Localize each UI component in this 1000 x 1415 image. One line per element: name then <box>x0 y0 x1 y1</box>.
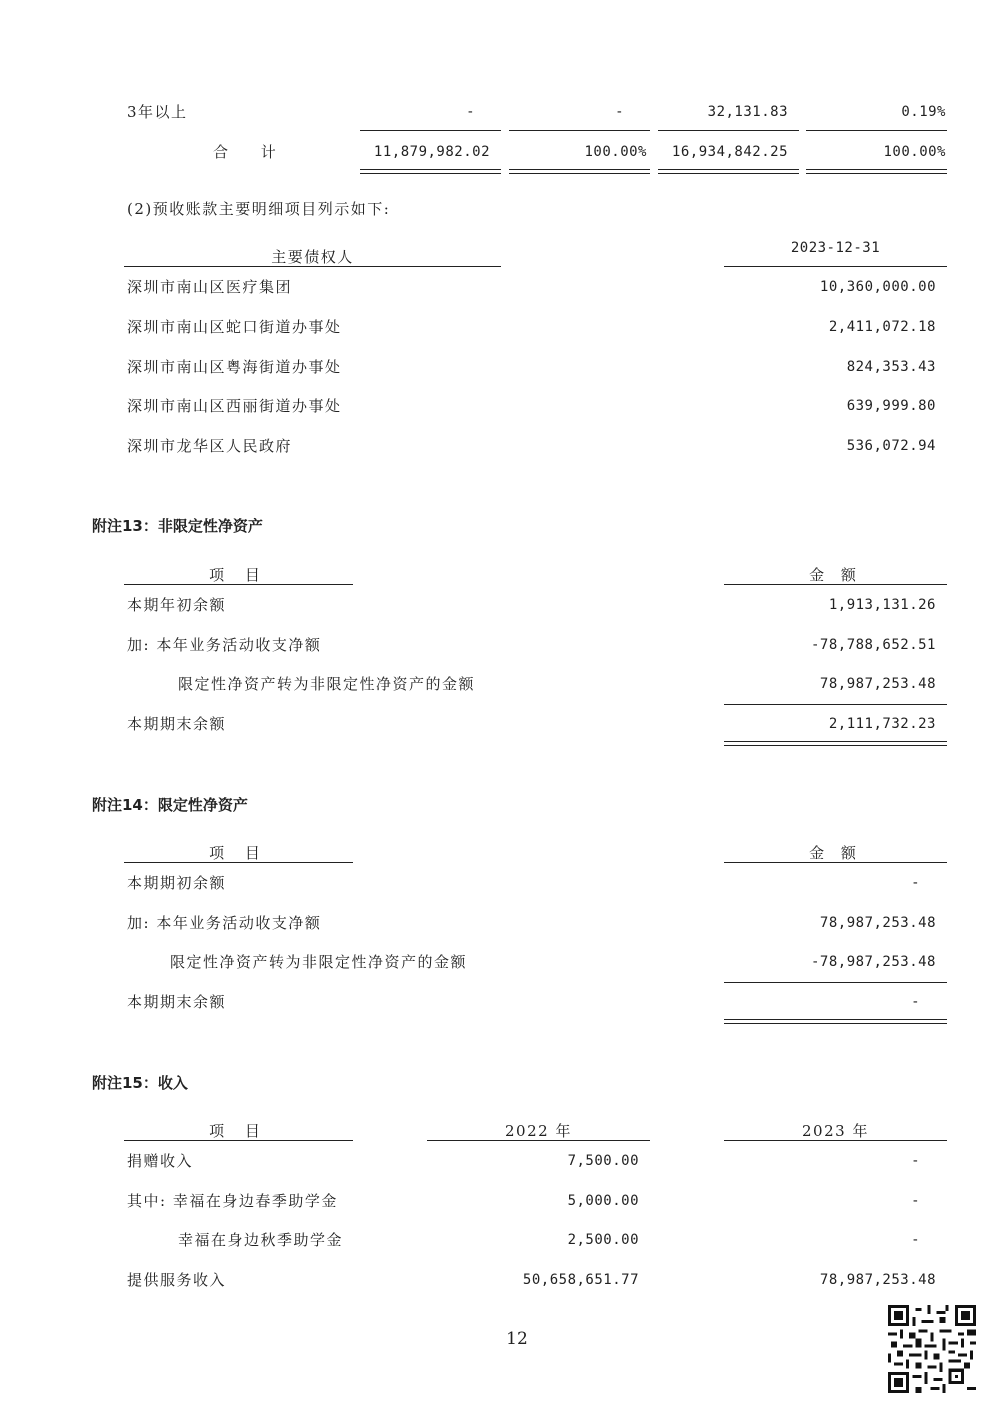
note13-row-amount: 1,913,131.26 <box>828 597 936 613</box>
rule <box>724 982 947 983</box>
aging-total-label: 合 计 <box>213 143 290 161</box>
rule <box>124 266 501 267</box>
date-header: 2023-12-31 <box>790 240 881 256</box>
note14-row-label: 本期期末余额 <box>127 993 227 1011</box>
note14-amount-header: 金 额 <box>809 844 862 862</box>
page-number: 12 <box>506 1329 528 1349</box>
double-rule <box>724 741 947 746</box>
note15-row-2022: 5,000.00 <box>567 1193 639 1209</box>
rule <box>806 130 947 131</box>
note15-row-label: 捐赠收入 <box>127 1152 194 1170</box>
creditor-row-name: 深圳市南山区医疗集团 <box>127 278 293 296</box>
note13-row-amount: 2,111,732.23 <box>828 716 936 732</box>
creditor-row-amount: 2,411,072.18 <box>828 319 936 335</box>
note14-row-label: 本期期初余额 <box>127 874 227 892</box>
note15-2023-header: 2023 年 <box>802 1122 869 1140</box>
rule <box>724 584 947 585</box>
note13-row-amount: 78,987,253.48 <box>819 676 936 692</box>
creditor-row-name: 深圳市龙华区人民政府 <box>127 437 293 455</box>
aging-last-row-c3: 32,131.83 <box>707 104 788 120</box>
double-rule <box>509 169 650 174</box>
note13-row-label: 加: 本年业务活动收支净额 <box>127 636 322 654</box>
note15-row-2022: 7,500.00 <box>567 1153 639 1169</box>
note14-row-amount: 78,987,253.48 <box>819 915 936 931</box>
creditor-row-amount: 536,072.94 <box>846 438 936 454</box>
note14-row-label: 限定性净资产转为非限定性净资产的金额 <box>170 953 468 971</box>
note15-row-2023: 78,987,253.48 <box>819 1272 936 1288</box>
note13-row-label: 本期期末余额 <box>127 715 227 733</box>
note14-row-amount: - <box>911 994 920 1010</box>
rule <box>427 1140 650 1141</box>
qr-code-icon <box>888 1305 976 1393</box>
note15-row-2023: - <box>911 1232 920 1248</box>
note15-row-2022: 2,500.00 <box>567 1232 639 1248</box>
creditor-row-amount: 10,360,000.00 <box>819 279 936 295</box>
note15-row-2022: 50,658,651.77 <box>522 1272 639 1288</box>
note15-title: 附注15：收入 <box>92 1074 188 1092</box>
creditor-row-name: 深圳市南山区蛇口街道办事处 <box>127 318 342 336</box>
note13-title: 附注13：非限定性净资产 <box>92 517 263 535</box>
note15-row-2023: - <box>911 1153 920 1169</box>
double-rule <box>806 169 947 174</box>
note15-item-header: 项 目 <box>209 1122 268 1140</box>
aging-last-row-c1: - <box>466 104 475 120</box>
note14-item-header: 项 目 <box>209 844 268 862</box>
aging-total-c2: 100.00% <box>584 144 647 160</box>
note14-row-label: 加: 本年业务活动收支净额 <box>127 914 322 932</box>
double-rule <box>658 169 799 174</box>
aging-total-c3: 16,934,842.25 <box>671 144 788 160</box>
note13-row-label: 本期年初余额 <box>127 596 227 614</box>
creditor-row-name: 深圳市南山区粤海街道办事处 <box>127 358 342 376</box>
creditor-row-amount: 639,999.80 <box>846 398 936 414</box>
aging-last-row-c2: - <box>615 104 624 120</box>
rule <box>124 862 353 863</box>
aging-last-row-c4: 0.19% <box>901 104 946 120</box>
note13-row-amount: -78,788,652.51 <box>810 637 936 653</box>
creditor-row-name: 深圳市南山区西丽街道办事处 <box>127 397 342 415</box>
double-rule <box>724 1019 947 1024</box>
advance-receipts-intro: (2)预收账款主要明细项目列示如下: <box>127 200 391 218</box>
double-rule <box>360 169 501 174</box>
note14-row-amount: -78,987,253.48 <box>810 954 936 970</box>
note15-row-2023: - <box>911 1193 920 1209</box>
aging-total-c4: 100.00% <box>883 144 946 160</box>
rule <box>724 704 947 705</box>
note15-2022-header: 2022 年 <box>505 1122 572 1140</box>
creditor-header: 主要债权人 <box>271 248 354 266</box>
creditor-row-amount: 824,353.43 <box>846 359 936 375</box>
rule <box>658 130 799 131</box>
rule <box>124 584 353 585</box>
note13-amount-header: 金 额 <box>809 566 862 584</box>
note14-row-amount: - <box>911 875 920 891</box>
rule <box>360 130 501 131</box>
aging-total-c1: 11,879,982.02 <box>373 144 490 160</box>
rule <box>724 266 947 267</box>
note14-title: 附注14：限定性净资产 <box>92 796 248 814</box>
rule <box>124 1140 353 1141</box>
note15-row-label: 其中: 幸福在身边春季助学金 <box>127 1192 338 1210</box>
rule <box>724 1140 947 1141</box>
note15-row-label: 幸福在身边秋季助学金 <box>178 1231 344 1249</box>
rule <box>724 862 947 863</box>
rule <box>509 130 650 131</box>
note13-item-header: 项 目 <box>209 566 268 584</box>
note15-row-label: 提供服务收入 <box>127 1271 227 1289</box>
note13-row-label: 限定性净资产转为非限定性净资产的金额 <box>178 675 476 693</box>
aging-last-row-label: 3年以上 <box>127 103 188 121</box>
